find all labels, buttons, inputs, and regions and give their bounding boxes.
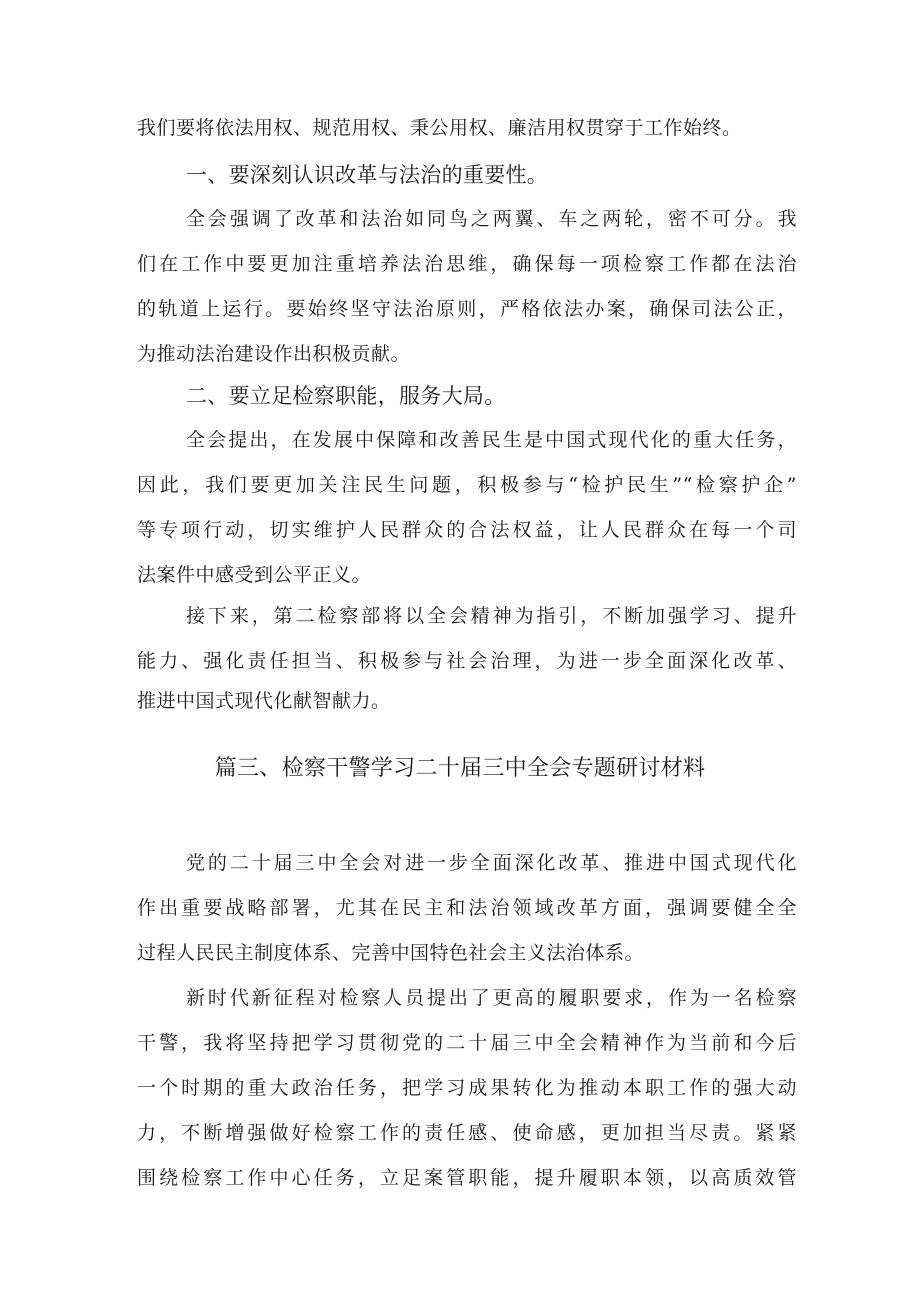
paragraph-line: 为推动法治建设作出积极贡献。 [137, 343, 411, 365]
paragraph-line: 全会提出，在发展中保障和改善民生是中国式现代化的重大任务， [186, 429, 797, 451]
paragraph-line: 一个时期的重大政治任务，把学习成果转化为推动本职工作的强大动 [137, 1077, 797, 1099]
paragraph-line: 围绕检察工作中心任务，立足案管职能，提升履职本领，以高质效管 [137, 1167, 797, 1189]
paragraph-line: 推进中国式现代化献智献力。 [137, 690, 391, 712]
paragraph-line: 干警，我将坚持把学习贯彻党的二十届三中全会精神作为当前和今后 [137, 1032, 797, 1054]
paragraph-line: 等专项行动，切实维护人民群众的合法权益，让人民群众在每一个司 [137, 519, 797, 541]
paragraph-line: 法案件中感受到公平正义。 [137, 564, 372, 586]
paragraph-line: 新时代新征程对检察人员提出了更高的履职要求，作为一名检察 [186, 987, 797, 1009]
paragraph-line: 能力、强化责任担当、积极参与社会治理，为进一步全面深化改革、 [137, 650, 797, 672]
paragraph-line: 作出重要战略部署，尤其在民主和法治领域改革方面，强调要健全全 [137, 897, 797, 919]
paragraph-line: 我们要将依法用权、规范用权、秉公用权、廉洁用权贯穿于工作始终。 [137, 117, 742, 139]
paragraph-line: 过程人民民主制度体系、完善中国特色社会主义法治体系。 [137, 942, 645, 964]
paragraph-line: 们在工作中要更加注重培养法治思维，确保每一项检察工作都在法治 [137, 253, 797, 275]
paragraph-line: 全会强调了改革和法治如同鸟之两翼、车之两轮，密不可分。我 [186, 208, 797, 230]
paragraph-line: 力，不断增强做好检察工作的责任感、使命感，更加担当尽责。紧紧 [137, 1122, 797, 1144]
paragraph-line: 党的二十届三中全会对进一步全面深化改革、推进中国式现代化 [186, 852, 797, 874]
paragraph-line: 因此，我们要更加关注民生问题，积极参与“检护民生”“检察护企” [137, 474, 797, 496]
paragraph-line: 接下来，第二检察部将以全会精神为指引，不断加强学习、提升 [186, 605, 797, 627]
heading-2: 二、要立足检察职能，服务大局。 [186, 384, 506, 408]
heading-1: 一、要深刻认识改革与法治的重要性。 [186, 163, 549, 187]
section-title: 篇三、检察干警学习二十届三中全会专题研讨材料 [214, 756, 706, 781]
paragraph-line: 的轨道上运行。要始终坚守法治原则，严格依法办案，确保司法公正， [137, 298, 797, 320]
